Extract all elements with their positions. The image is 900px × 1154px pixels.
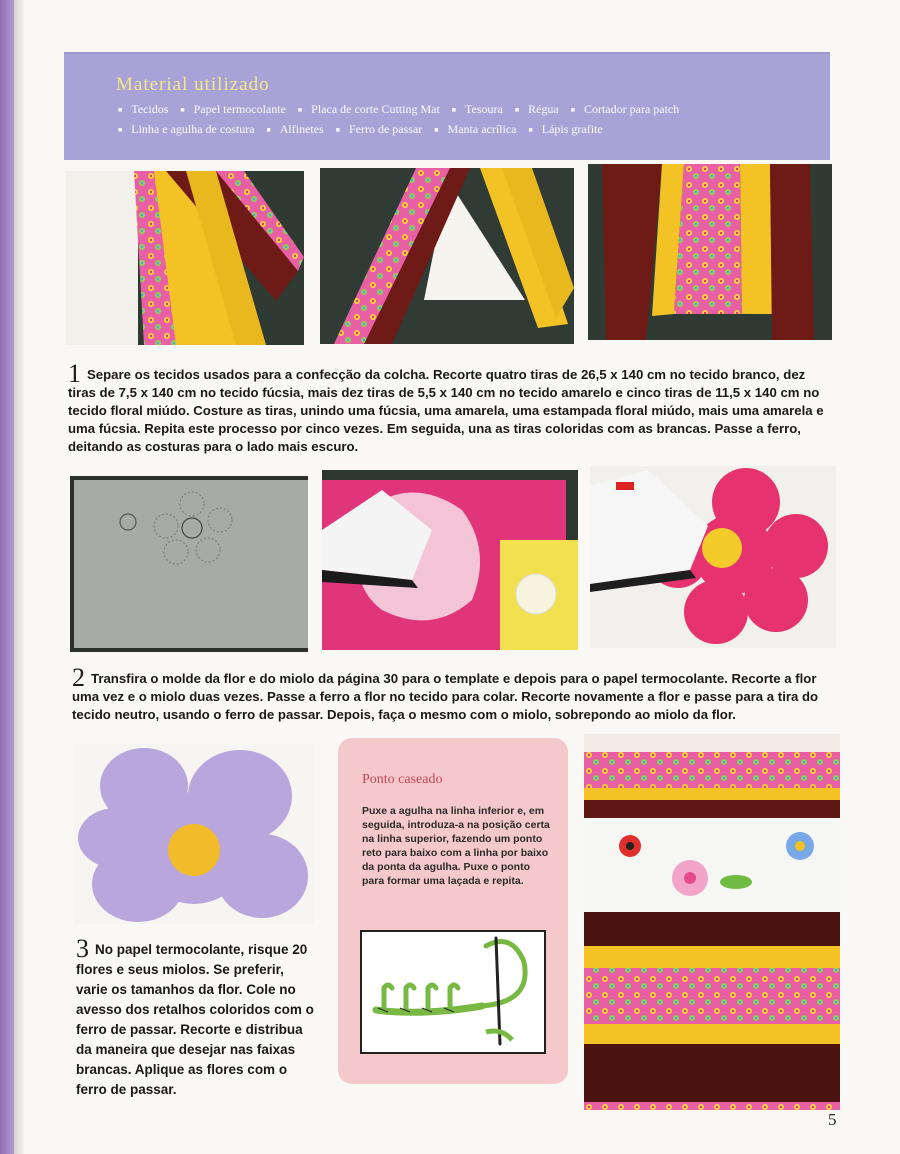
step-2-number: 2 [72, 663, 85, 692]
material-item: ■ Tesoura [452, 102, 503, 116]
material-item: ■ Manta acrílica [434, 122, 516, 136]
step-1-number: 1 [68, 359, 81, 388]
step-3-body: No papel termocolante, risque 20 flores e seus miolos. Se preferir, varie os tamanhos da flor. Cole no avesso dos retalhos coloridos com o ferro de passar. Recorte e distribua da maneira que desejar nas faixas brancas. Aplique as flores com o ferro de passar. [76, 942, 314, 1097]
material-item: ■ Tecidos [118, 102, 168, 116]
material-item: ■ Linha e agulha de costura [118, 122, 255, 136]
ponto-caseado-box [338, 738, 568, 1084]
page-number: 5 [828, 1110, 837, 1129]
ponto-caseado-title: Ponto caseado [362, 772, 443, 787]
material-row-1 [118, 102, 691, 117]
step-1-body: Separe os tecidos usados para a confecção da colcha. Recorte quatro tiras de 26,5 x 140 cm no tecido branco, dez tiras de 7,5 x 140 cm no tecido fúcsia, mais dez tiras de 5,5 x 140 cm no tecido amarelo e cinco tiras de 11,5 x 140 cm no tecido floral miúdo. Costure as tiras, unindo uma fúcsia, uma amarela, uma estampada floral miúdo, mais uma amarela e uma fúcsia. Repita este processo por cinco vezes. Em seguida, una as tiras coloridas com as brancas. Passe a ferro, deitando as costuras para o lado mais escuro. [68, 367, 824, 454]
step-2-body: Transfira o molde da flor e do miolo da página 30 para o template e depois para o papel termocolante. Recorte a flor uma vez e o miolo duas vezes. Passe a ferro a flor no tecido para colar. Recorte novamente a flor e passe para a tira do tecido neutro, usando o ferro de passar. Depois, faça o mesmo com o miolo, sobrepondo ao miolo da flor. [72, 671, 819, 722]
ponto-caseado-text: Puxe a agulha na linha inferior e, em seguida, introduza-a na posição certa na linha superior, fazendo um ponto reto para baixo com a linha por baixo da ponta da agulha. Puxe o ponto para formar uma laçada e repita. [362, 805, 550, 887]
photo-template-drawing [70, 476, 308, 652]
material-item: ■ Régua [515, 102, 559, 116]
photo-sewn-strips [588, 164, 832, 340]
material-item: ■ Placa de corte Cutting Mat [298, 102, 440, 116]
binding-spine [0, 0, 14, 1154]
photo-finished-quilt [584, 734, 840, 1110]
material-item: ■ Ferro de passar [336, 122, 423, 136]
step-3-number: 3 [76, 934, 89, 963]
photo-iron-flower [322, 470, 578, 650]
photo-lilac-flower [74, 744, 314, 924]
photo-iron-center [590, 466, 836, 648]
step-2-text [72, 663, 840, 724]
material-item: ■ Lápis grafite [529, 122, 603, 136]
photo-fabric-strips [66, 171, 304, 345]
stitch-diagram [360, 930, 546, 1054]
step-1-text [68, 359, 834, 456]
material-item: ■ Alfinetes [267, 122, 324, 136]
step-3-text [76, 936, 318, 1100]
binding-shadow [14, 0, 24, 1154]
material-row-2 [118, 122, 615, 137]
material-item: ■ Papel termocolante [180, 102, 286, 116]
material-box [64, 52, 830, 160]
material-title: Material utilizado [116, 74, 270, 95]
photo-triangle-cut [320, 168, 574, 344]
material-item: ■ Cortador para patch [571, 102, 680, 116]
